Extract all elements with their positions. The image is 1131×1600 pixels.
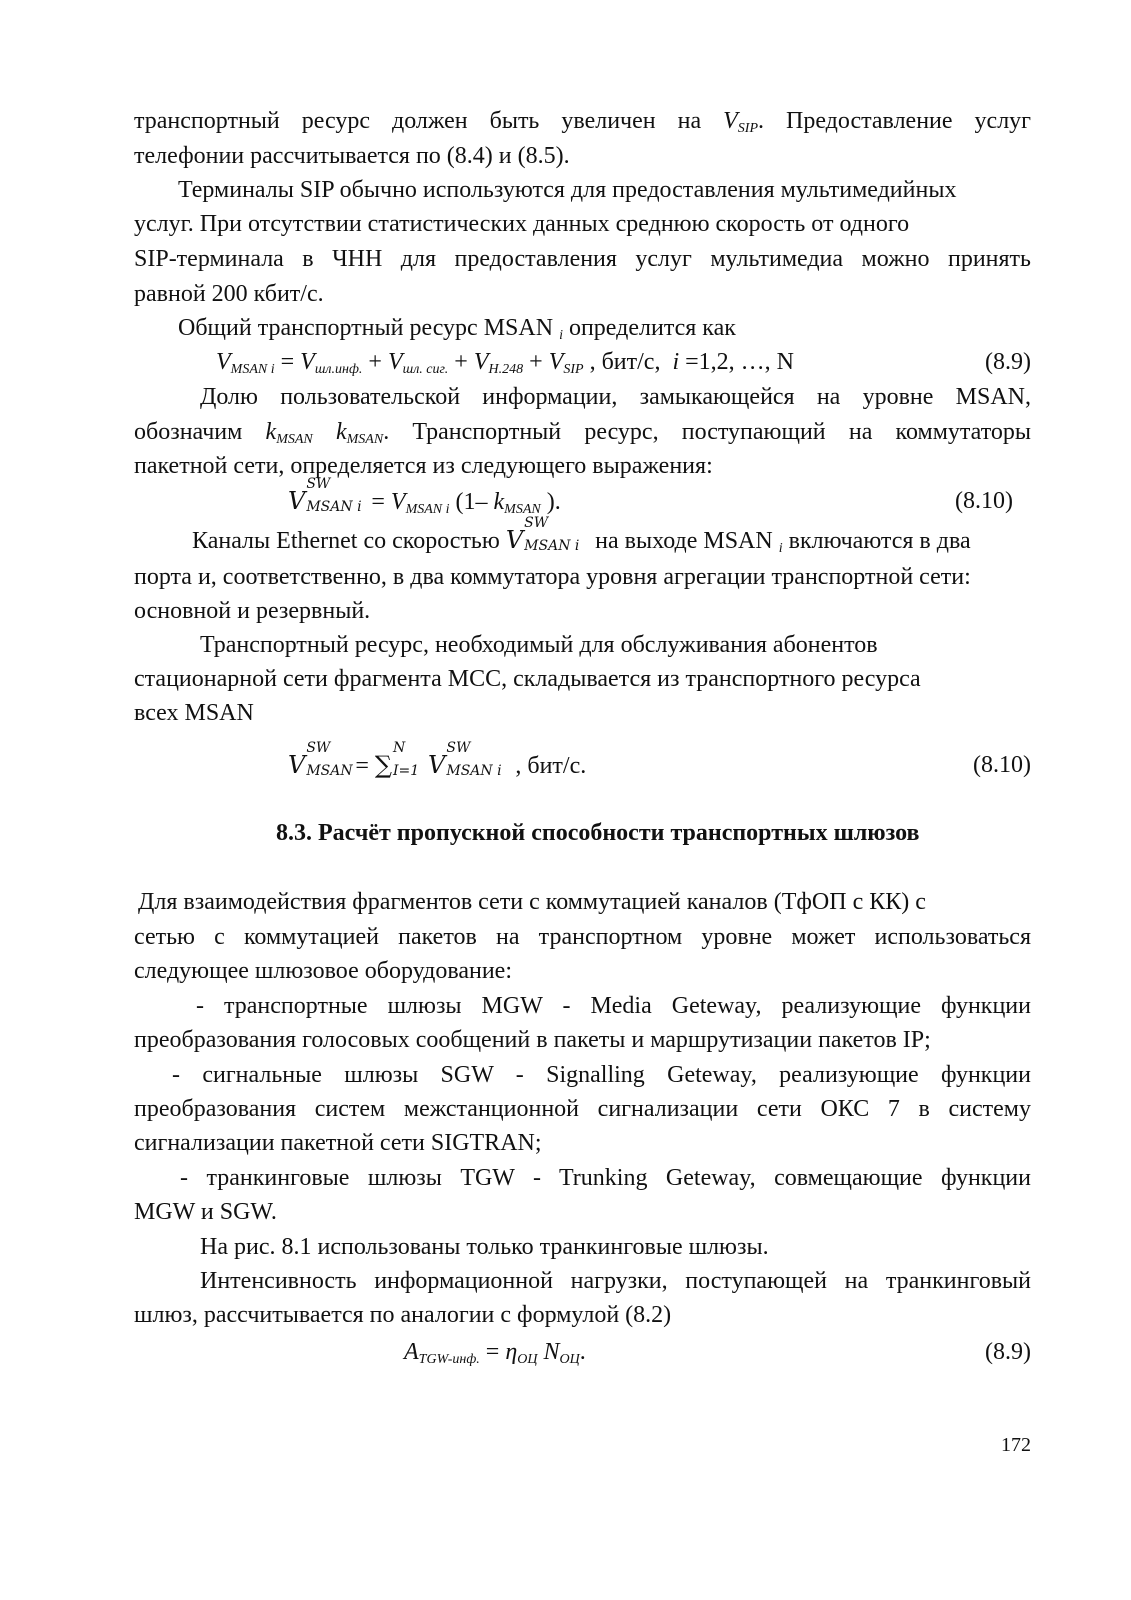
text-line: следующее шлюзовое оборудование: — [134, 958, 512, 984]
text-line: Транспортный ресурс, необходимый для обслуживания абонентов — [200, 632, 878, 658]
text-line: сетью с коммутацией пакетов на транспортном уровне может использоваться — [134, 924, 1031, 950]
text-line: преобразования голосовых сообщений в пакеты и маршрутизации пакетов IP; — [134, 1027, 931, 1053]
equation-number: (8.9) — [985, 1339, 1031, 1365]
text-line: преобразования систем межстанционной сигнализации сети ОКС 7 в систему — [134, 1096, 1031, 1122]
text-line: Терминалы SIP обычно используются для предоставления мультимедийных — [178, 177, 957, 203]
text-line: SIP-терминала в ЧНН для предоставления услуг мультимедиа можно принять — [134, 246, 1031, 272]
section-heading: 8.3. Расчёт пропускной способности транспортных шлюзов — [276, 820, 920, 846]
text-line: всех MSAN — [134, 700, 254, 726]
equation-number: (8.10) — [955, 488, 1013, 514]
text-line: На рис. 8.1 использованы только транкинговые шлюзы. — [200, 1234, 769, 1260]
text-line: MGW и SGW. — [134, 1199, 277, 1225]
equation-atgw: $A_{TGW-инф.} = \eta_{ОЦ}$ $N_{ОЦ}$. (8.9) — [404, 1339, 1031, 1367]
text-line: стационарной сети фрагмента МСС, складывается из транспортного ресурса — [134, 666, 921, 692]
text-line: услуг. При отсутствии статистических данных среднюю скорость от одного — [134, 211, 910, 237]
text-line: пакетной сети, определяется из следующего выражения: — [134, 453, 713, 479]
text-line: Каналы Ethernet со скоростью V SW MSAN i на выходе MSAN $_i$ включаются в два — [192, 515, 971, 556]
text-line: - транспортные шлюзы MGW - Media Geteway, реализующие функции — [196, 993, 1031, 1019]
text-line: Долю пользовательской информации, замыкающейся на уровне MSAN, — [200, 384, 1031, 410]
equation-8-9: $V_{MSAN i} = V_{шл.инф.} + V_{шл. сиг.} + V_{H.248} + V_{SIP}$ , бит/с, i =1,2, …, N (8.9) — [216, 349, 1031, 377]
page-number: 172 — [1001, 1434, 1031, 1456]
text-line: телефонии рассчитывается по (8.4) и (8.5). — [134, 143, 570, 169]
text-line: порта и, соответственно, в два коммутатора уровня агрегации транспортной сети: — [134, 564, 971, 590]
text-line: сигнализации пакетной сети SIGTRAN; — [134, 1130, 542, 1156]
text-line: основной и резервный. — [134, 598, 371, 624]
text-line: Интенсивность информационной нагрузки, поступающей на транкинговый — [200, 1268, 1031, 1294]
text-line: - сигнальные шлюзы SGW - Signalling Geteway, реализующие функции — [172, 1062, 1031, 1088]
equation-number: (8.9) — [985, 349, 1031, 375]
text-line: шлюз, рассчитывается по аналогии с формулой (8.2) — [134, 1302, 672, 1328]
text-line: - транкинговые шлюзы TGW - Trunking Geteway, совмещающие функции — [180, 1165, 1031, 1191]
text-line: обозначим $k_{MSAN}$ $k_{MSAN}$. Транспортный ресурс, поступающий на коммутаторы — [134, 419, 1032, 447]
text-line: транспортный ресурс должен быть увеличен на $V_{SIP}$. Предоставление услуг — [134, 108, 1032, 136]
text-line: Общий транспортный ресурс MSAN $_i$ определится как — [178, 315, 736, 343]
equation-8-10-sum: V SW MSAN = ∑ N I=1 V SW MSAN i , бит/с. (8.10) — [288, 740, 1031, 779]
text-line: равной 200 кбит/с. — [134, 281, 324, 307]
equation-8-10: V SW MSAN i = $V_{MSAN i}$ (1– $k_{MSAN}$ ). (8.10) — [288, 476, 1013, 517]
text-line: Для взаимодействия фрагментов сети с коммутацией каналов (ТфОП с КК) с — [138, 889, 926, 915]
equation-number: (8.10) — [973, 752, 1031, 778]
